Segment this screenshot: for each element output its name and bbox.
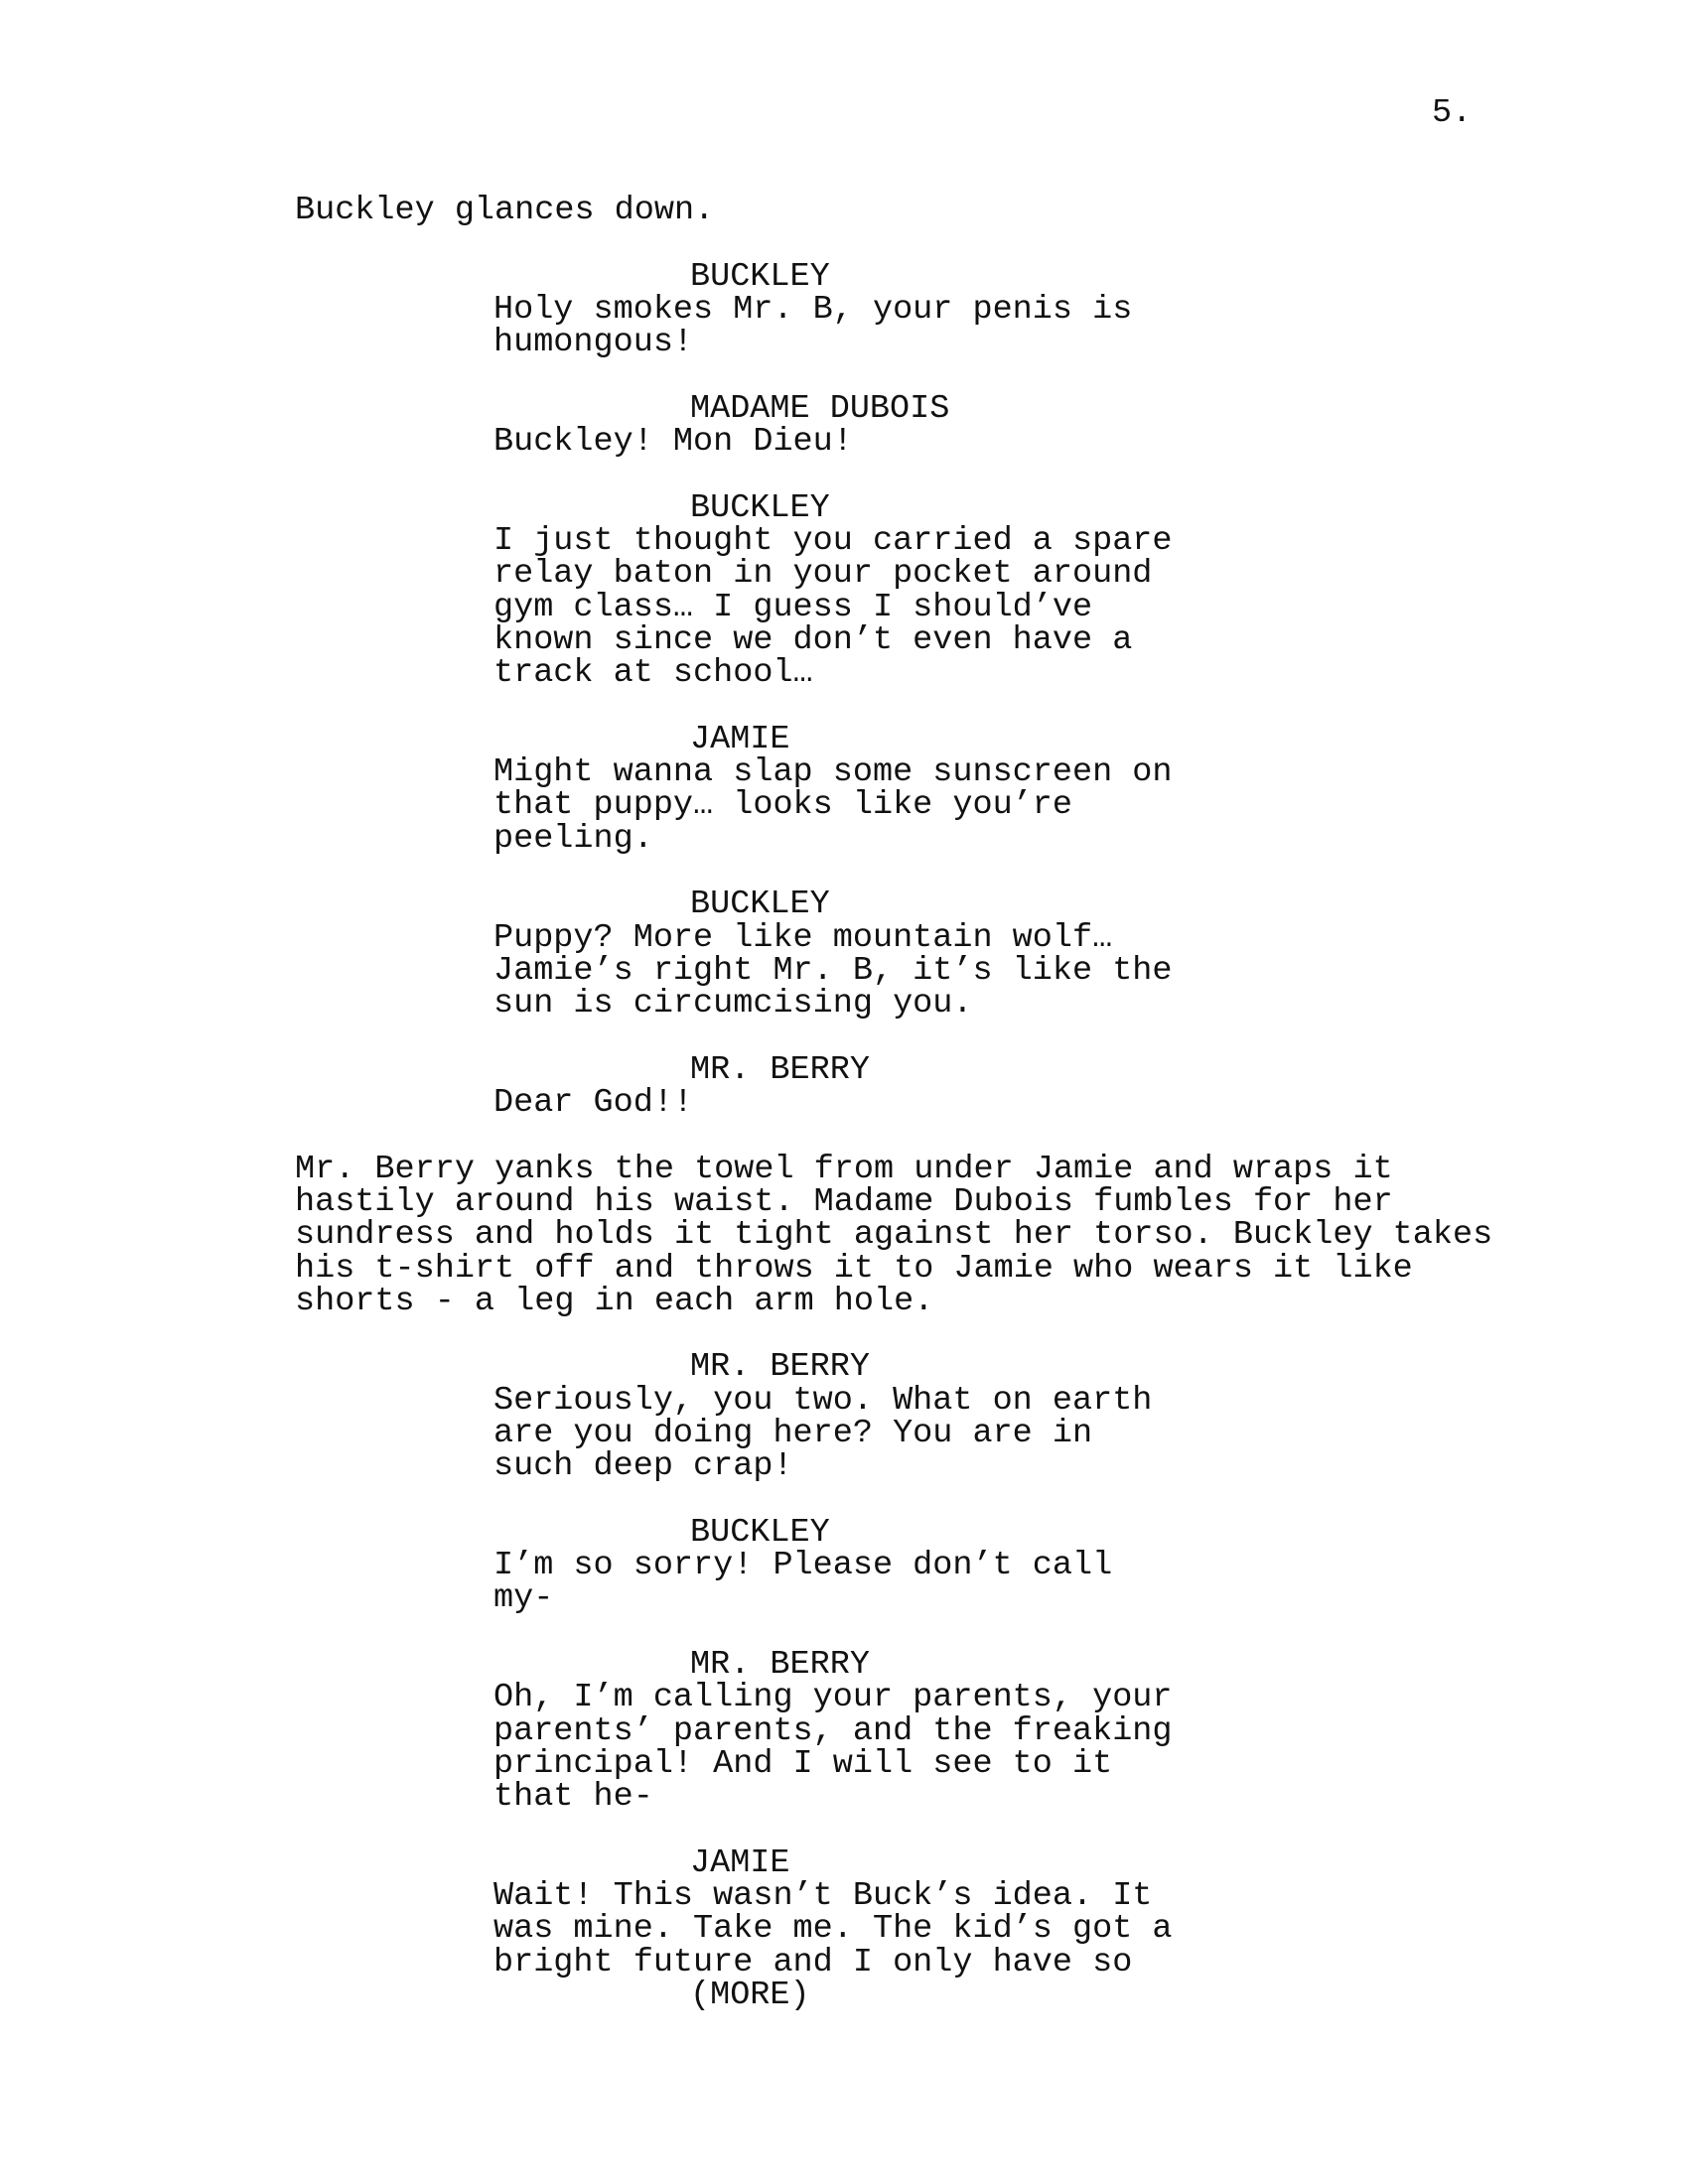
character-name: BUCKLEY: [690, 257, 830, 296]
dialogue-block: [295, 389, 1486, 462]
script-body: [295, 192, 1493, 2015]
action-block: [295, 1150, 1493, 1320]
dialogue-line: Seriously, you two. What on earth: [493, 1381, 1153, 1420]
dialogue-block: [295, 1348, 1486, 1486]
action-line: shorts - a leg in each arm hole.: [295, 1282, 934, 1320]
character-name: MADAME DUBOIS: [690, 389, 950, 428]
dialogue-block: [295, 1646, 1486, 1817]
character-name: BUCKLEY: [690, 1513, 830, 1552]
dialogue-line: that he-: [493, 1778, 653, 1817]
dialogue-block: [295, 488, 1486, 693]
dialogue-line: my-: [493, 1579, 554, 1618]
character-name: MR. BERRY: [690, 1348, 870, 1387]
dialogue-line: known since we don’t even have a: [493, 620, 1133, 659]
dialogue-section-1: [295, 257, 1486, 1123]
dialogue-line: peeling.: [493, 819, 653, 858]
action-line: sundress and holds it tight against her torso. Buckley takes: [295, 1216, 1493, 1255]
dialogue-block: [295, 720, 1486, 858]
action-line: his t-shirt off and throws it to Jamie who wears it like: [295, 1249, 1413, 1288]
character-name: JAMIE: [690, 720, 790, 758]
dialogue-line: Dear God!!: [493, 1084, 694, 1123]
dialogue-block: [295, 257, 1486, 362]
character-name: BUCKLEY: [690, 488, 830, 527]
dialogue-block: [295, 1843, 1486, 1981]
page-number: 5.: [1432, 94, 1473, 132]
dialogue-line: I’m so sorry! Please don’t call: [493, 1547, 1113, 1585]
dialogue-line: Wait! This wasn’t Buck’s idea. It: [493, 1877, 1153, 1916]
dialogue-line: Jamie’s right Mr. B, it’s like the: [493, 951, 1173, 990]
action-line: hastily around his waist. Madame Dubois fumbles for her: [295, 1182, 1393, 1221]
dialogue-block: [295, 1050, 1486, 1123]
dialogue-line: such deep crap!: [493, 1447, 793, 1486]
dialogue-line: Oh, I’m calling your parents, your: [493, 1679, 1173, 1717]
dialogue-line: gym class… I guess I should’ve: [493, 588, 1093, 626]
character-name: JAMIE: [690, 1843, 790, 1882]
dialogue-line: principal! And I will see to it: [493, 1744, 1113, 1783]
dialogue-line: relay baton in your pocket around: [493, 555, 1153, 594]
dialogue-line: was mine. Take me. The kid’s got a: [493, 1910, 1173, 1949]
dialogue-line: are you doing here? You are in: [493, 1414, 1093, 1452]
dialogue-line: track at school…: [493, 654, 813, 693]
dialogue-line: bright future and I only have so: [493, 1943, 1133, 1981]
action-line: Buckley glances down.: [295, 192, 715, 229]
more-continuation-label: (MORE): [690, 1977, 810, 2015]
dialogue-line: Holy smokes Mr. B, your penis is: [493, 290, 1133, 329]
dialogue-line: sun is circumcising you.: [493, 985, 973, 1024]
action-line: Mr. Berry yanks the towel from under Jamie and wraps it: [295, 1150, 1393, 1188]
dialogue-block: [295, 886, 1486, 1024]
dialogue-line: that puppy… looks like you’re: [493, 786, 1072, 825]
character-name: MR. BERRY: [690, 1646, 870, 1685]
dialogue-line: Puppy? More like mountain wolf…: [493, 918, 1113, 957]
dialogue-line: parents’ parents, and the freaking: [493, 1711, 1173, 1750]
dialogue-line: Might wanna slap some sunscreen on: [493, 753, 1173, 792]
dialogue-line: Buckley! Mon Dieu!: [493, 423, 853, 462]
dialogue-line: humongous!: [493, 324, 694, 362]
character-name: BUCKLEY: [690, 886, 830, 924]
dialogue-block: [295, 1513, 1486, 1618]
dialogue-section-2: [295, 1348, 1486, 1981]
dialogue-line: I just thought you carried a spare: [493, 521, 1173, 560]
character-name: MR. BERRY: [690, 1050, 870, 1089]
